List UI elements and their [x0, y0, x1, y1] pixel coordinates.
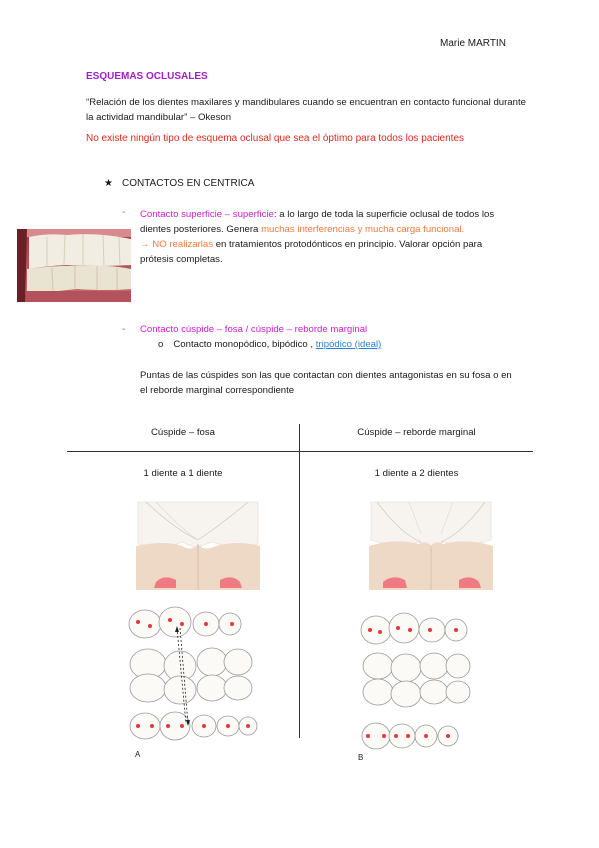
cusp-ridge-diagram	[369, 500, 493, 590]
teeth-occlusion-photo	[17, 229, 131, 302]
cusp-fossa-ratio: 1 diente a 1 diente	[143, 468, 223, 479]
section-title: CONTACTOS EN CENTRICA	[121, 178, 255, 189]
bullet-marker: o	[158, 339, 164, 350]
author-name: Marie MARTIN	[440, 38, 506, 49]
column-header-cusp-fossa: Cúspide – fosa	[151, 427, 215, 438]
column-header-cusp-ridge: Cúspide – reborde marginal	[357, 427, 476, 438]
contact-surface-item	[140, 207, 510, 267]
cusp-fossa-diagram	[136, 500, 260, 590]
cusp-ridge-ratio: 1 diente a 2 dientes	[374, 468, 459, 479]
cusp-tips-explanation: Puntas de las cúspides son las que contactan con dientes antagonistas en su fosa o en el reborde marginal correspondiente	[140, 370, 512, 396]
contact-surface-text2: en tratamientos protodónticos en principio. Valorar opción para prótesis completas.	[140, 239, 483, 265]
contact-types-text: Contacto monopódico, bipódico ,	[173, 339, 316, 350]
warning-note: No existe ningún tipo de esquema oclusal que sea el óptimo para todos los pacientes	[86, 133, 465, 144]
contact-surface-highlight: muchas interferencias y mucha carga funcional.	[261, 224, 465, 235]
contact-surface-text: : a lo largo de toda la superficie oclusal de todos los dientes posteriores. Genera	[140, 209, 495, 235]
table-divider-horizontal	[67, 451, 533, 452]
figure-label-a: A	[135, 750, 141, 759]
star-icon: ★	[104, 178, 113, 189]
list-dash: -	[122, 207, 126, 218]
contact-types-bullet	[158, 339, 381, 350]
tripodic-link[interactable]: tripódico (ideal)	[315, 339, 382, 350]
page-title: ESQUEMAS OCLUSALES	[86, 71, 208, 82]
figure-label-b: B	[358, 753, 364, 762]
definition-quote: “Relación de los dientes maxilares y mandibulares cuando se encuentran en contacto funcional durante la actividad mandibular” – Okeson	[86, 97, 526, 123]
section-heading	[104, 178, 254, 189]
arrow-icon: →	[140, 239, 153, 250]
contact-surface-no: NO realizarlas	[152, 239, 214, 250]
list-dash: -	[122, 324, 126, 335]
contact-cusp-title: Contacto cúspide – fosa / cúspide – reborde marginal	[140, 324, 368, 335]
contact-surface-name: Contacto superficie – superficie	[140, 209, 274, 220]
occlusal-arch-diagram-a	[120, 602, 270, 762]
occlusal-arch-diagram-b	[356, 602, 476, 762]
